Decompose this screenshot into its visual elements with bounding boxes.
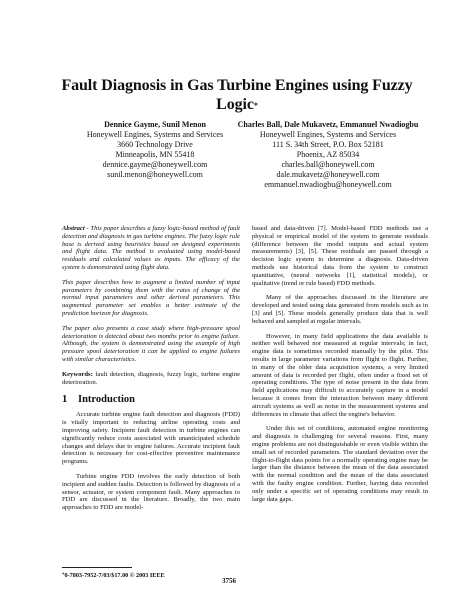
email-line: dale.mukavetz@honeywell.com <box>276 170 380 179</box>
page-number: 3756 <box>222 577 236 585</box>
body-paragraph: Many of the approaches discussed in the literature are developed and tested using data generated from models such as in [3] and [5]. These models generally produce data that is well behaved and sampled at regular intervals. <box>252 294 428 325</box>
address-line: 111 S. 34th Street, P.O. Box 52181 <box>272 140 384 149</box>
body-paragraph: based and data-driven [7]. Model-based FDD methods use a physical or empirical model of the system to generate residuals (difference between the model outputs and actual system measurements) [3], [5]. These residuals are passed through a decision logic system to determine a diagnosis. Data-driven methods use historical data from the system to construct quantitative, (neural networks [1], statistical models), or qualitative (trend or rule based) FDD methods. <box>252 225 428 287</box>
email-line: emmanuel.nwadiogbu@honeywell.com <box>264 180 392 189</box>
author-block-right <box>228 120 428 190</box>
copyright-footnote <box>62 572 165 580</box>
abstract-paragraph <box>62 225 240 272</box>
affiliation-line: Honeywell Engines, Systems and Services <box>86 130 224 139</box>
abstract-text: - This paper describes a fuzzy logic-based method of fault detection and diagnosis in gas turbine engines. The fuzzy logic rule base is derived using heuristics based on designed experiments and flight data. The method is evaluated using model-based residuals and calculated values as inputs. The efficacy of the system is demonstrated using flight data. <box>62 225 240 271</box>
address-line: 3660 Technology Drive <box>117 140 193 149</box>
email-line: dennice.gayme@honeywell.com <box>102 160 208 169</box>
body-paragraph: Accurate turbine engine fault detection and diagnosis (FDD) is vitally important to reducing airline operating costs and improving safety. Incipient fault detection in turbine engines can significantly reduce costs associated with unanticipated schedule changes and delays due to engine failures. Accurate incipient fault detection is necessary for cost-effective preventive maintenance programs. <box>62 411 240 466</box>
email-line: charles.ball@honeywell.com <box>281 160 375 169</box>
section-number: 1 <box>62 394 68 406</box>
abstract-label: Abstract <box>62 225 85 232</box>
footnote-text: 0-7803-7952-7/03/$17.00 © 2003 IEEE <box>64 572 165 579</box>
paper-title <box>60 76 414 114</box>
body-paragraph: Turbine engine FDD involves the early detection of both incipient and sudden faults. Detection is followed by diagnosis of a sensor, actuator, or system component fault. Many approaches to FDD are discussed in the literature. Broadly, the two main approaches to FDD are model- <box>62 472 240 512</box>
title-text: Fault Diagnosis in Gas Turbine Engines using Fuzzy Logic <box>61 77 413 113</box>
address-line: Minneapolis, MN 55418 <box>115 150 195 159</box>
body-paragraph: Under this set of conditions, automated engine monitoring and diagnosis is challenging for several reasons. First, many engine problems are not distinguishable or even visible within the small set of recorded parameters. The standard deviation over the flight-to-flight data points for a normally operating engine may be larger than the distance between the mean of the data associated with the normal condition and the mean of the data associated with the faulty engine condition. Further, having data recorded only under a specific set of operating conditions may result in large data gaps. <box>252 425 428 503</box>
keywords-text: fault detection, diagnosis, fuzzy logic, turbine engine deterioration. <box>62 370 240 386</box>
left-column <box>62 225 240 519</box>
abstract-paragraph: The paper also presents a case study where high-pressure spool deterioration is detected about two months prior to engine failure. Although, the system is demonstrated using the example of high pressure spool deterioration it can be applied to engine failures with similar characteristics. <box>62 324 240 363</box>
footnote-rule <box>62 567 132 568</box>
author-block-left <box>70 120 240 180</box>
footnote-marker: * <box>62 573 65 578</box>
author-names-left: Dennice Gayme, Sunil Menon <box>104 120 206 129</box>
title-footnote-marker: * <box>253 101 258 110</box>
affiliation-line: Honeywell Engines, Systems and Services <box>259 130 397 139</box>
author-names-right: Charles Ball, Dale Mukavetz, Emmanuel Nwadiogbu <box>237 120 419 129</box>
abstract-paragraph: This paper describes how to augment a limited number of input parameters by combining them with the rates of change of the normal input parameters and other derived parameters. This augmented parameter set enables a better estimate of the prediction horizon for diagnosis. <box>62 278 240 317</box>
keywords-label: Keywords: <box>62 370 93 378</box>
keywords-paragraph <box>62 371 240 387</box>
email-line: sunil.menon@honeywell.com <box>107 170 203 179</box>
body-paragraph: However, in many field applications the data available is neither well behaved nor measured at regular intervals; in fact, engine data is sometimes recorded manually by the pilot. This results in large parameter variations from flight to flight. Further, in many of the older data acquisition systems, a very limited amount of data is recorded per flight, often under a fixed set of operating conditions. The type of noise present in the data from field applications may difficult to accurately capture in a model because it comes from the interaction between many different aircraft systems as well as noise in the measurement systems and differences in climate that affect the engine's behavior. <box>252 332 428 418</box>
address-line: Phoenix, AZ 85034 <box>296 150 360 159</box>
right-column <box>252 225 428 510</box>
section-title: Introduction <box>78 394 135 406</box>
section-heading <box>62 393 240 406</box>
